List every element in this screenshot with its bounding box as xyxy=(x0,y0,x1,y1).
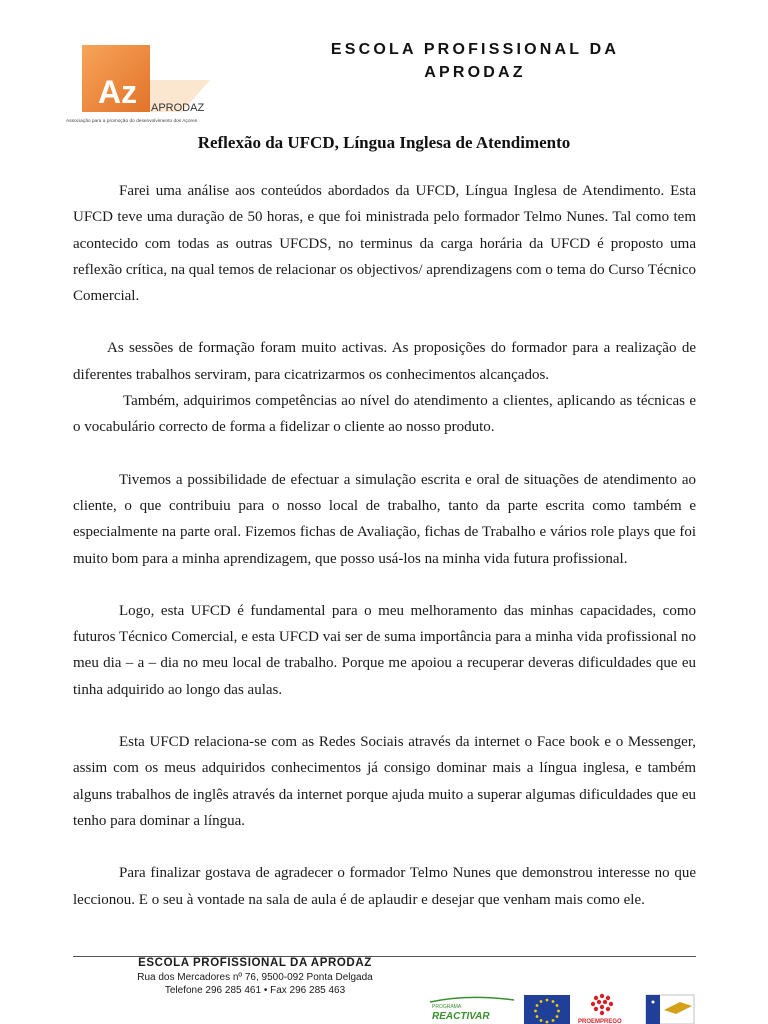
document-body xyxy=(73,178,696,913)
reactivar-label-small: PROGRAMA xyxy=(432,1004,462,1010)
paragraph-6: Esta UFCD relaciona-se com as Redes Sociais através da internet o Face book e o Messenger, assim com os meus adquiridos conhecimentos já consigo dominar mais a língua inglesa, e também alguns trabalhos de inglês através da internet porque ajuda muito a superar algumas dificuldades que eu tenho para dominar a língua. xyxy=(73,734,696,829)
school-title-line2: APRODAZ xyxy=(424,64,526,81)
paragraph-5: Logo, esta UFCD é fundamental para o meu melhoramento das minhas capacidades, como futuros Técnico Comercial, e esta UFCD vai ser de suma importância para a minha vida profissional no meu dia – a – dia no meu local de trabalho. Porque me apoiou a recuperar deveras dificuldades que eu tinha adquirido ao longo das aulas. xyxy=(73,602,696,698)
school-title-line1: ESCOLA PROFISSIONAL DA xyxy=(330,41,620,58)
azores-flag-icon xyxy=(646,995,694,1024)
logo-mark: Az xyxy=(98,74,138,110)
proemprego-logo xyxy=(578,994,622,1024)
paragraph-4: Tivemos a possibilidade de efectuar a simulação escrita e oral de situações de atendimento ao cliente, o que contribuiu para o nosso local de trabalho, tanto da parte escrita como também e especialmente na parte oral. Fizemos fichas de Avaliação, fichas de Trabalho e vários role plays que foi muito bom para a minha aprendizagem, que posso usá-los na minha vida futura profissional. xyxy=(73,471,696,567)
paragraph-3: Também, adquirimos competências ao nível do atendimento a clientes, aplicando as técnicas e o vocabulário correcto de forma a fidelizar o cliente ao nosso produto. xyxy=(73,393,696,436)
footer-school-name: ESCOLA PROFISSIONAL DA APRODAZ xyxy=(138,957,372,969)
paragraph-7: Para finalizar gostava de agradecer o formador Telmo Nunes que demonstrou interesse no que leccionou. E o seu à vontade na sala de aula é de aplaudir e desejar que venham mais como ele. xyxy=(73,865,696,908)
paragraph-2: As sessões de formação foram muito activas. As proposições do formador para a realização de diferentes trabalhos serviram, para cicatrizarmos os conhecimentos alcançados. xyxy=(73,340,696,383)
paragraph-1: Farei uma análise aos conteúdos abordados da UFCD, Língua Inglesa de Atendimento. Esta UFCD teve uma duração de 50 horas, e que foi ministrada pelo formador Telmo Nunes. Tal como tem acontecido com todas as outras UFCDS, no terminus da carga horária da UFCD é proposto uma reflexão crítica, na qual temos de relacionar os objectivos/ aprendizagens com o tema do Curso Técnico Comercial. xyxy=(73,183,696,305)
proemprego-label: PROEMPREGO xyxy=(578,1019,622,1024)
logo-name: APRODAZ xyxy=(151,102,205,114)
footer-contact xyxy=(80,971,430,997)
reactivar-label: REACTIVAR xyxy=(432,1011,490,1022)
reactivar-logo xyxy=(430,997,514,1022)
footer-address: Rua dos Mercadores nº 76, 9500-092 Ponta Delgada xyxy=(137,972,373,983)
logo-tagline: Associação para a promoção do desenvolvimento dos Açores xyxy=(66,119,198,124)
footer-phone: Telefone 296 285 461 • Fax 296 285 463 xyxy=(164,985,346,996)
partner-logos xyxy=(428,992,698,1024)
aprodaz-logo xyxy=(62,40,217,128)
document-title: Reflexão da UFCD, Língua Inglesa de Atendimento xyxy=(197,133,571,152)
eu-flag-icon xyxy=(524,995,570,1024)
school-title xyxy=(280,38,670,84)
